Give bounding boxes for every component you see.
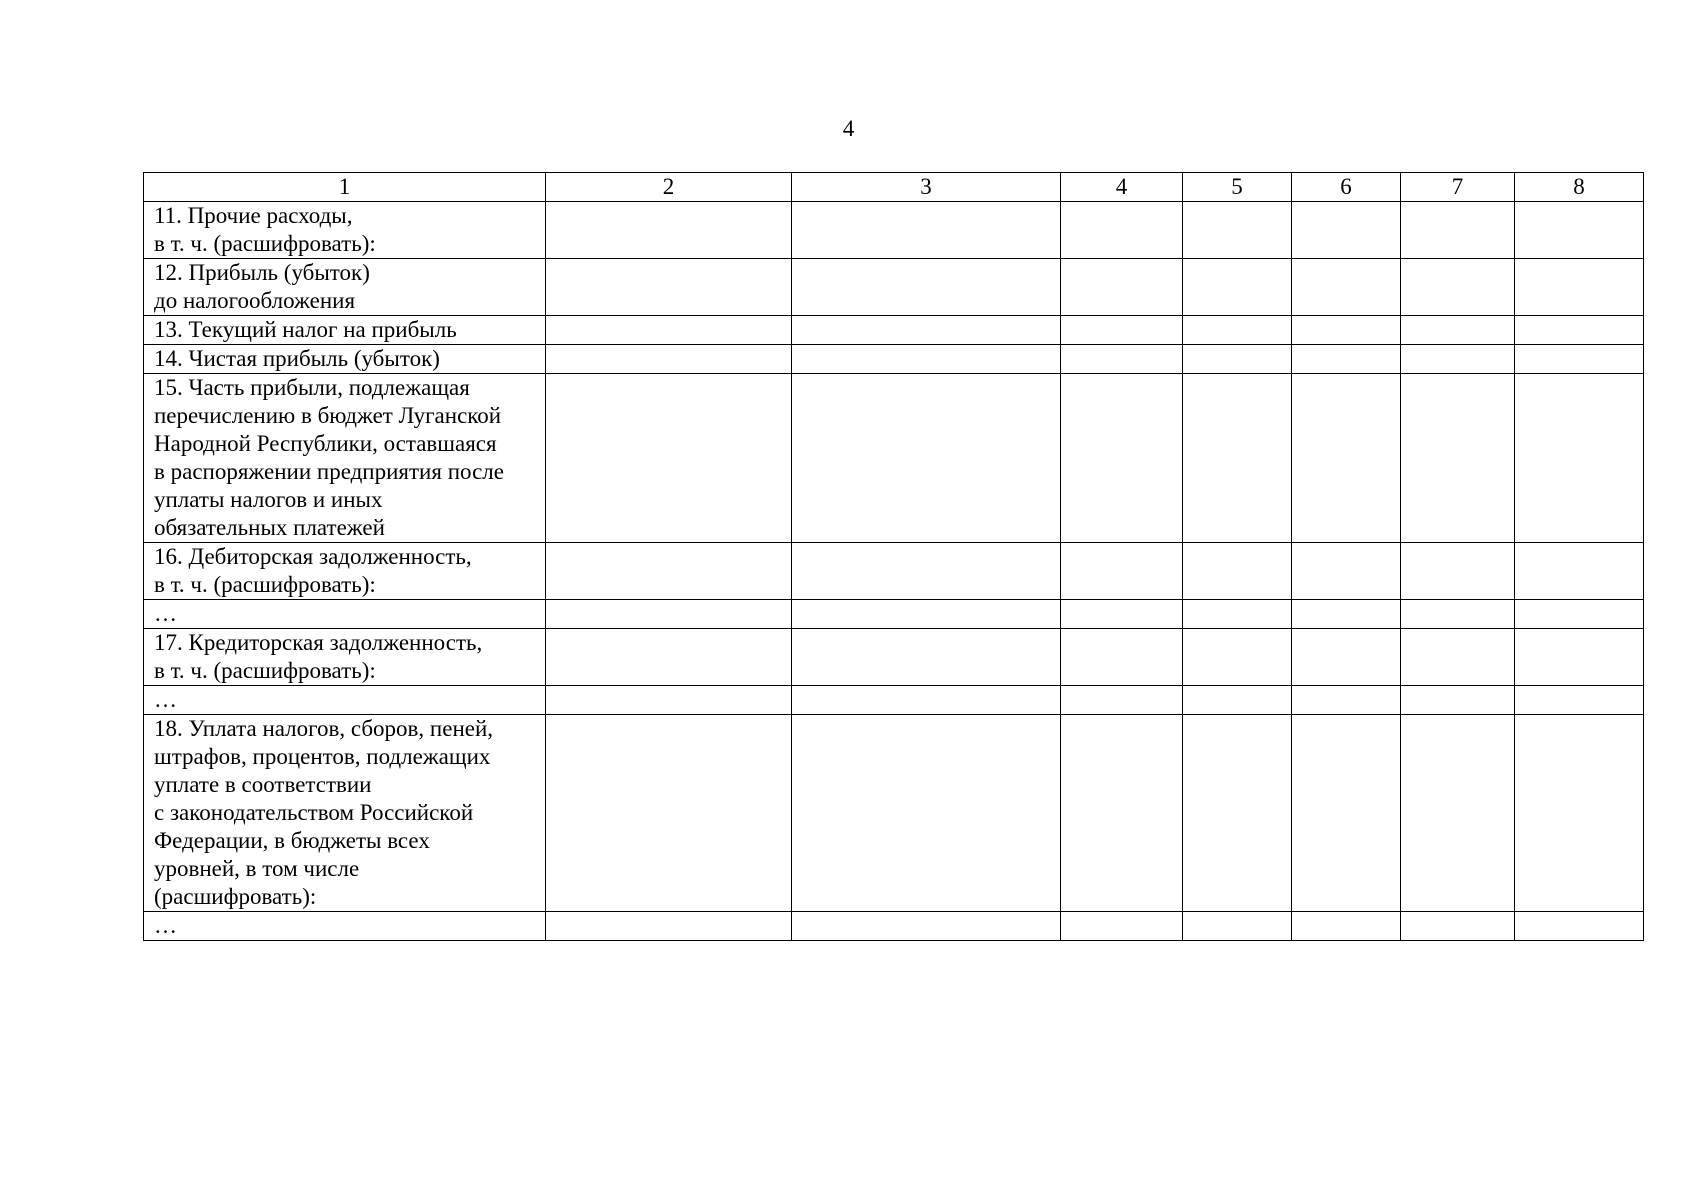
table-cell xyxy=(1292,259,1401,316)
row-label: 15. Часть прибыли, подлежащая перечислению в бюджет Луганской Народной Республики, оставшаяся в распоряжении предприятия после уплаты налогов и иных обязательных платежей xyxy=(144,374,546,543)
table-cell xyxy=(792,259,1061,316)
row-label: 11. Прочие расходы, в т. ч. (расшифровать): xyxy=(144,202,546,259)
table-cell xyxy=(1401,345,1515,374)
table-cell xyxy=(1401,202,1515,259)
table-cell xyxy=(1183,543,1292,600)
table-cell xyxy=(1515,715,1644,912)
table-cell xyxy=(1183,629,1292,686)
table-cell xyxy=(1292,345,1401,374)
column-header: 2 xyxy=(546,173,792,202)
row-label: 14. Чистая прибыль (убыток) xyxy=(144,345,546,374)
column-header: 1 xyxy=(144,173,546,202)
table-cell xyxy=(1183,912,1292,941)
table-cell xyxy=(1401,600,1515,629)
table-row xyxy=(144,912,1644,941)
table-cell xyxy=(792,316,1061,345)
table-cell xyxy=(1515,686,1644,715)
row-label: 12. Прибыль (убыток) до налогообложения xyxy=(144,259,546,316)
table-cell xyxy=(792,629,1061,686)
column-header: 4 xyxy=(1061,173,1183,202)
table-cell xyxy=(546,629,792,686)
table-row xyxy=(144,715,1644,912)
table-cell xyxy=(1183,202,1292,259)
row-label: … xyxy=(144,600,546,629)
row-label: … xyxy=(144,912,546,941)
table-cell xyxy=(546,600,792,629)
table-cell xyxy=(1515,629,1644,686)
row-label: 18. Уплата налогов, сборов, пеней, штрафов, процентов, подлежащих уплате в соответствии с законодательством Российской Федерации, в бюджеты всех уровней, в том числе (расшифровать): xyxy=(144,715,546,912)
table-cell xyxy=(546,543,792,600)
table-cell xyxy=(1292,629,1401,686)
row-label: 13. Текущий налог на прибыль xyxy=(144,316,546,345)
page-number: 4 xyxy=(842,116,855,141)
table-cell xyxy=(1292,543,1401,600)
table-cell xyxy=(1183,259,1292,316)
table-cell xyxy=(546,912,792,941)
table-cell xyxy=(1292,600,1401,629)
table-cell xyxy=(1061,316,1183,345)
table-cell xyxy=(1061,912,1183,941)
table-cell xyxy=(1183,600,1292,629)
table-cell xyxy=(546,316,792,345)
table-cell xyxy=(1061,629,1183,686)
table-cell xyxy=(1515,259,1644,316)
table-cell xyxy=(1401,629,1515,686)
table-row xyxy=(144,629,1644,686)
table-cell xyxy=(792,715,1061,912)
table-cell xyxy=(1061,374,1183,543)
table-cell xyxy=(1061,715,1183,912)
table-row xyxy=(144,345,1644,374)
table-cell xyxy=(792,543,1061,600)
table-cell xyxy=(1061,259,1183,316)
table-cell xyxy=(546,202,792,259)
table-cell xyxy=(546,715,792,912)
table-cell xyxy=(1401,316,1515,345)
row-label: 16. Дебиторская задолженность, в т. ч. (расшифровать): xyxy=(144,543,546,600)
table-cell xyxy=(1401,374,1515,543)
row-label: … xyxy=(144,686,546,715)
table-cell xyxy=(1183,345,1292,374)
table-cell xyxy=(1515,543,1644,600)
table-cell xyxy=(1515,912,1644,941)
table-row xyxy=(144,374,1644,543)
table-row xyxy=(144,600,1644,629)
column-header: 3 xyxy=(792,173,1061,202)
table-cell xyxy=(792,686,1061,715)
table-cell xyxy=(1401,912,1515,941)
table-cell xyxy=(1401,686,1515,715)
table-cell xyxy=(1515,316,1644,345)
table-cell xyxy=(546,686,792,715)
table-cell xyxy=(1061,202,1183,259)
column-number-row xyxy=(144,173,1644,202)
table-cell xyxy=(1183,715,1292,912)
table-cell xyxy=(1061,600,1183,629)
table-cell xyxy=(1401,715,1515,912)
table-cell xyxy=(1061,686,1183,715)
row-label: 17. Кредиторская задолженность, в т. ч. (расшифровать): xyxy=(144,629,546,686)
column-header: 6 xyxy=(1292,173,1401,202)
table-row xyxy=(144,543,1644,600)
table-cell xyxy=(1292,374,1401,543)
table-cell xyxy=(792,374,1061,543)
table-cell xyxy=(1515,202,1644,259)
table-cell xyxy=(792,345,1061,374)
table-cell xyxy=(1401,543,1515,600)
table-cell xyxy=(1292,715,1401,912)
table-cell xyxy=(1183,316,1292,345)
table-row xyxy=(144,259,1644,316)
table-cell xyxy=(1292,202,1401,259)
table-cell xyxy=(1292,316,1401,345)
table-cell xyxy=(1292,686,1401,715)
table-body xyxy=(144,202,1644,941)
table-row xyxy=(144,686,1644,715)
table-cell xyxy=(1515,600,1644,629)
table-cell xyxy=(1515,345,1644,374)
column-header: 7 xyxy=(1401,173,1515,202)
table-cell xyxy=(546,259,792,316)
table-cell xyxy=(792,912,1061,941)
column-header: 5 xyxy=(1183,173,1292,202)
table-cell xyxy=(546,345,792,374)
table-cell xyxy=(1183,374,1292,543)
table-cell xyxy=(1061,543,1183,600)
table-cell xyxy=(1401,259,1515,316)
table-cell xyxy=(1515,374,1644,543)
table-cell xyxy=(1183,686,1292,715)
table-cell xyxy=(1061,345,1183,374)
report-table xyxy=(143,172,1644,941)
table-row xyxy=(144,316,1644,345)
table-cell xyxy=(1292,912,1401,941)
table-cell xyxy=(792,600,1061,629)
table-row xyxy=(144,202,1644,259)
column-header: 8 xyxy=(1515,173,1644,202)
table-cell xyxy=(792,202,1061,259)
table-cell xyxy=(546,374,792,543)
